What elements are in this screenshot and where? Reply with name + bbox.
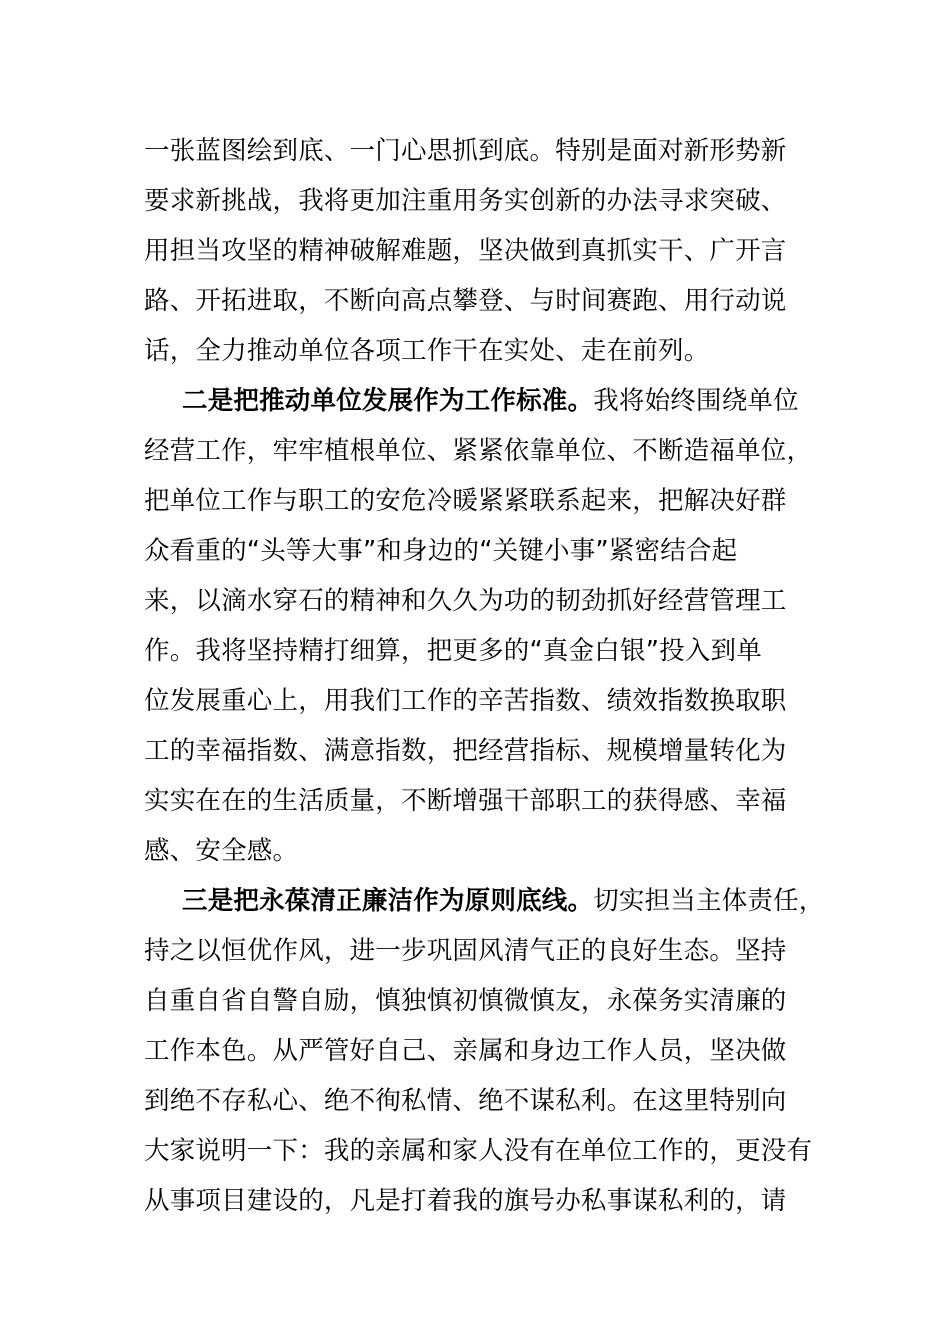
paragraph-line: 持之以恒优作风，进一步巩固风清气正的良好生态。坚持 (144, 936, 787, 966)
paragraph-first-line (144, 376, 809, 426)
paragraph-line: 要求新挑战，我将更加注重用务实创新的办法寻求突破、 (144, 186, 787, 216)
paragraph-line: 工的幸福指数、满意指数，把经营指标、规模增量转化为 (144, 736, 787, 766)
paragraph-line: 把单位工作与职工的安危冷暖紧紧联系起来，把解决好群 (144, 486, 787, 516)
paragraph-line: 位发展重心上，用我们工作的辛苦指数、绩效指数换取职 (144, 686, 787, 716)
paragraph-text: 我将始终围绕单位 (593, 386, 799, 416)
paragraph-line: 到绝不存私心、绝不徇私情、绝不谋私利。在这里特别向 (144, 1086, 787, 1116)
paragraph-2 (144, 376, 813, 876)
paragraph-heading: 二是把推动单位发展作为工作标准。 (182, 386, 594, 416)
paragraph-3 (144, 876, 825, 1226)
paragraph-1 (144, 126, 809, 376)
paragraph-line: 感、安全感。 (144, 836, 299, 866)
paragraph-first-line (144, 876, 825, 926)
paragraph-text: 切实担当主体责任， (593, 886, 825, 916)
paragraph-heading: 三是把永葆清正廉洁作为原则底线。 (182, 886, 594, 916)
paragraph-line: 工作本色。从严管好自己、亲属和身边工作人员，坚决做 (144, 1036, 787, 1066)
paragraph-line: 实实在在的生活质量，不断增强干部职工的获得感、幸福 (144, 786, 787, 816)
paragraph-line: 一张蓝图绘到底、一门心思抓到底。特别是面对新形势新 (144, 136, 787, 166)
paragraph-line: 众看重的“头等大事”和身边的“关键小事”紧密结合起 (144, 536, 738, 566)
paragraph-line: 经营工作，牢牢植根单位、紧紧依靠单位、不断造福单位， (144, 436, 813, 466)
paragraph-line: 从事项目建设的，凡是打着我的旗号办私事谋私利的，请 (144, 1186, 787, 1216)
paragraph-line: 作。我将坚持精打细算，把更多的“真金白银”投入到单 (144, 636, 762, 666)
document-body (144, 126, 825, 1226)
paragraph-line: 大家说明一下：我的亲属和家人没有在单位工作的，更没有 (144, 1136, 813, 1166)
paragraph-line: 路、开拓进取，不断向高点攀登、与时间赛跑、用行动说 (144, 286, 787, 316)
paragraph-line: 来，以滴水穿石的精神和久久为功的韧劲抓好经营管理工 (144, 586, 787, 616)
paragraph-line: 用担当攻坚的精神破解难题，坚决做到真抓实干、广开言 (144, 236, 787, 266)
paragraph-line: 话，全力推动单位各项工作干在实处、走在前列。 (144, 336, 710, 366)
paragraph-line: 自重自省自警自励，慎独慎初慎微慎友，永葆务实清廉的 (144, 986, 787, 1016)
